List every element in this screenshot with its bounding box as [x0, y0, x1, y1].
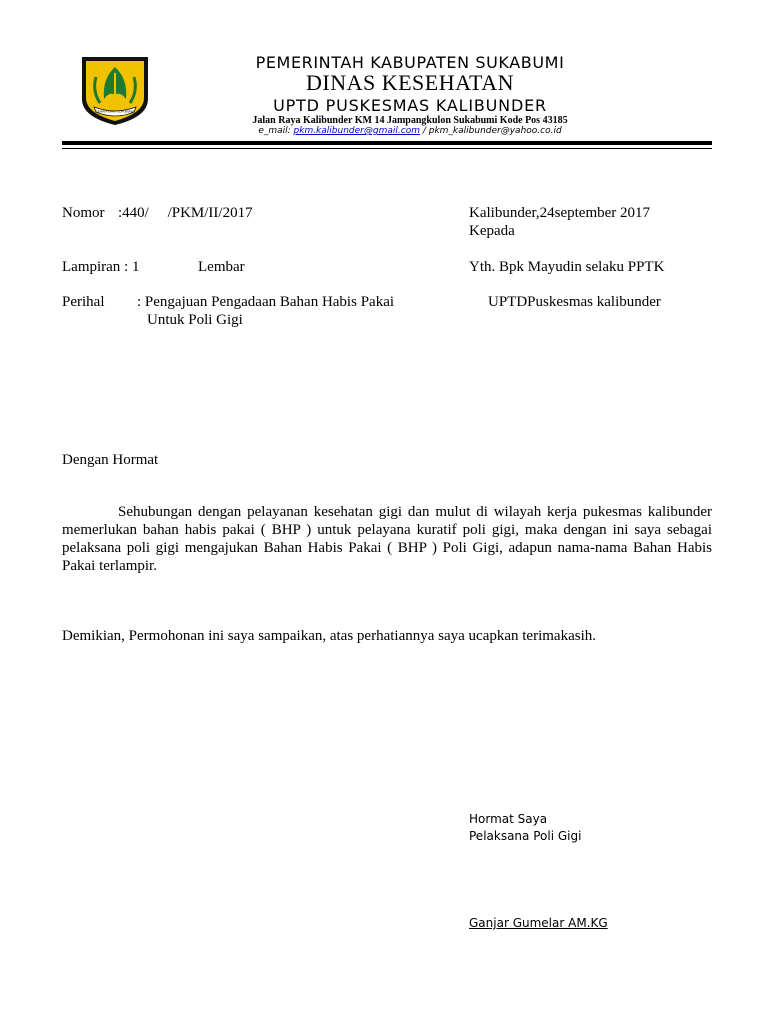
recipient-unit: UPTDPuskesmas kalibunder: [488, 294, 661, 310]
greeting: Dengan Hormat: [62, 452, 159, 468]
crest-motto: GEMAH RIPAH LOH JINAWI: [95, 109, 135, 114]
letterhead-agency: DINAS KESEHATAN: [305, 70, 514, 95]
email-prefix: e_mail:: [258, 126, 294, 136]
nomor-value: :440/ /PKM/II/2017: [118, 205, 253, 221]
place-date: Kalibunder,24september 2017: [469, 205, 651, 221]
letterhead-unit: UPTD PUSKESMAS KALIBUNDER: [273, 96, 547, 115]
lampiran-label: Lampiran : 1: [62, 259, 140, 275]
body-paragraph-text: Sehubungan dengan pelayanan kesehatan gigi dan mulut di wilayah kerja pukesmas kalibunder memerlukan bahan habis pakai ( BHP ) untuk pelayana kuratif poli gigi, maka dengan ini saya sebagai pelaksana poli gigi mengajukan Bahan Habis Pakai ( BHP ) Poli Gigi, adapun nama-nama Bahan Habis Pakai terlampir.: [62, 504, 712, 574]
email-separator: /: [419, 126, 429, 136]
closing-sentence: Demikian, Permohonan ini saya sampaikan, atas perhatiannya saya ucapkan terimakasih.: [62, 628, 596, 644]
signature-name: Ganjar Gumelar AM.KG: [469, 916, 608, 930]
letterhead-government: PEMERINTAH KABUPATEN SUKABUMI: [255, 53, 565, 72]
letterhead-email: [155, 126, 665, 136]
recipient-name: Yth. Bpk Mayudin selaku PPTK: [469, 259, 665, 275]
perihal-value-line1: : Pengajuan Pengadaan Bahan Habis Pakai: [137, 294, 395, 310]
signature-role: Pelaksana Poli Gigi: [469, 829, 582, 843]
body-paragraph: [62, 503, 712, 575]
lampiran-value: Lembar: [198, 259, 245, 275]
sukabumi-regency-crest-icon: [80, 55, 150, 127]
nomor-label: Nomor: [62, 205, 105, 221]
email-link-gmail[interactable]: pkm.kalibunder@gmail.com: [293, 126, 420, 136]
letterhead-divider-thin: [62, 148, 712, 149]
signature-salutation: Hormat Saya: [469, 812, 548, 826]
perihal-label: Perihal: [62, 294, 105, 310]
email-yahoo: pkm_kalibunder@yahoo.co.id: [428, 126, 562, 136]
letterhead-address: Jalan Raya Kalibunder KM 14 Jampangkulon Sukabumi Kode Pos 43185: [252, 115, 568, 126]
kepada: Kepada: [469, 223, 515, 239]
perihal-value-line2: Untuk Poli Gigi: [147, 312, 243, 328]
letterhead-divider-thick: [62, 141, 712, 145]
